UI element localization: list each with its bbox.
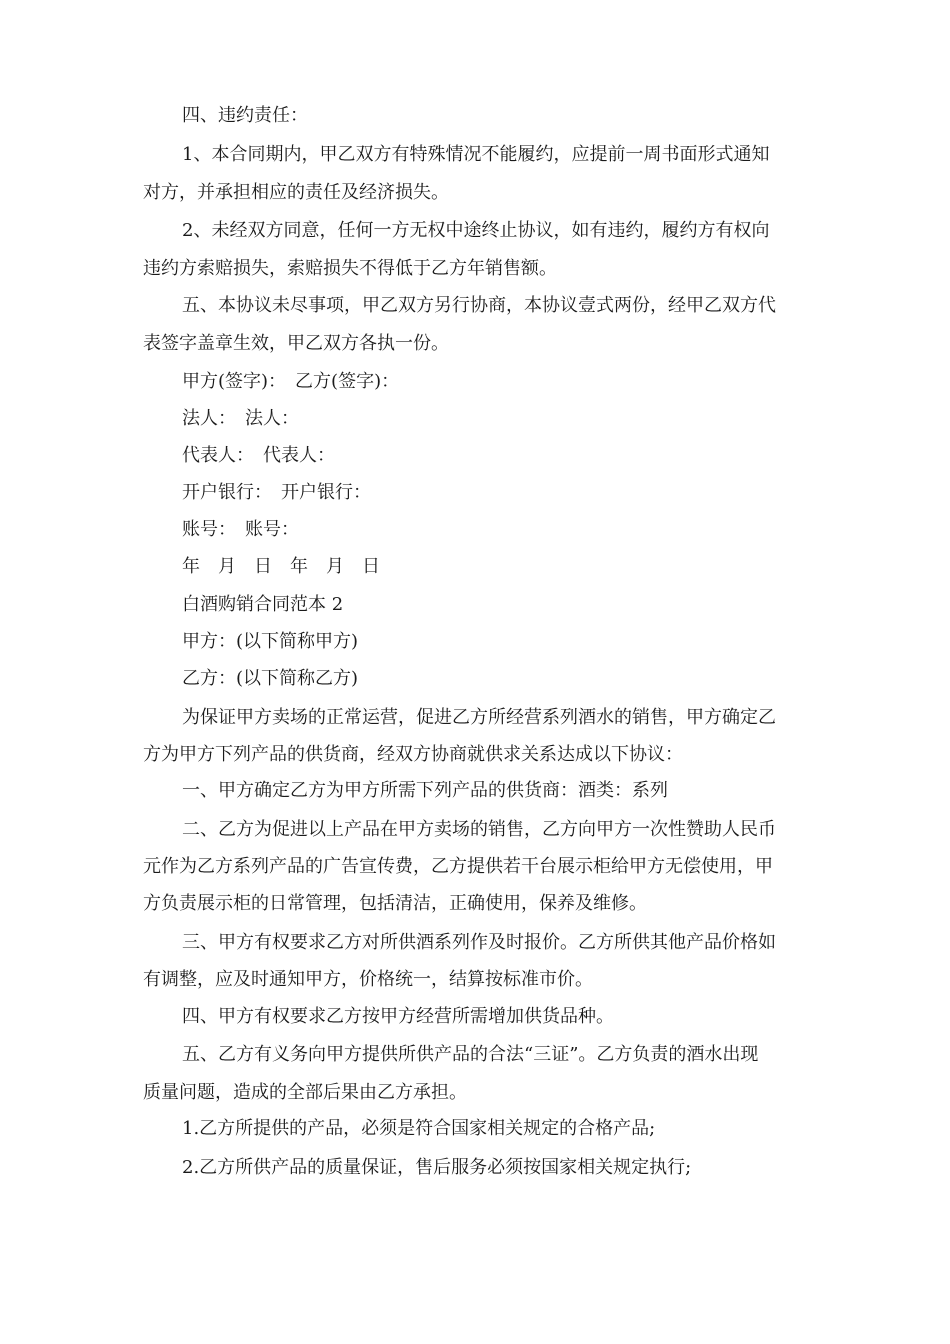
list-item: 2.乙方所供产品的质量保证，售后服务必须按国家相关规定执行; bbox=[182, 1157, 692, 1178]
paragraph-line: 1、本合同期内，甲乙双方有特殊情况不能履约，应提前一周书面形式通知 bbox=[182, 144, 770, 165]
paragraph-line: 2、未经双方同意，任何一方无权中途终止协议，如有违约，履约方有权向 bbox=[182, 220, 770, 241]
paragraph-line: 对方，并承担相应的责任及经济损失。 bbox=[143, 182, 449, 203]
paragraph-line: 三、甲方有权要求乙方对所供酒系列作及时报价。乙方所供其他产品价格如 bbox=[182, 932, 776, 953]
signature-line: 法人： 法人： bbox=[182, 408, 299, 429]
party-a-line: 甲方：(以下简称甲方) bbox=[182, 631, 359, 652]
signature-line: 代表人： 代表人： bbox=[182, 445, 335, 466]
signature-line: 账号： 账号： bbox=[182, 519, 299, 540]
paragraph-line: 方为甲方下列产品的供货商，经双方协商就供求关系达成以下协议： bbox=[143, 744, 683, 765]
paragraph-line: 一、甲方确定乙方为甲方所需下列产品的供货商：酒类：系列 bbox=[182, 780, 668, 801]
paragraph-line: 二、乙方为促进以上产品在甲方卖场的销售，乙方向甲方一次性赞助人民币 bbox=[182, 819, 776, 840]
signature-line: 开户银行： 开户银行： bbox=[182, 482, 371, 503]
signature-line: 甲方(签字)： 乙方(签字)： bbox=[182, 371, 400, 392]
section-heading-breach: 四、违约责任： bbox=[182, 105, 308, 126]
party-b-line: 乙方：(以下简称乙方) bbox=[182, 668, 359, 689]
paragraph-line: 五、乙方有义务向甲方提供所供产品的合法“三证”。乙方负责的酒水出现 bbox=[182, 1044, 759, 1065]
paragraph-line: 四、甲方有权要求乙方按甲方经营所需增加供货品种。 bbox=[182, 1006, 614, 1027]
paragraph-line: 质量问题，造成的全部后果由乙方承担。 bbox=[143, 1082, 467, 1103]
paragraph-line: 表签字盖章生效，甲乙双方各执一份。 bbox=[143, 333, 449, 354]
list-item: 1.乙方所提供的产品，必须是符合国家相关规定的合格产品; bbox=[182, 1118, 656, 1139]
paragraph-line: 违约方索赔损失，索赔损失不得低于乙方年销售额。 bbox=[143, 258, 557, 279]
paragraph-line: 有调整，应及时通知甲方，价格统一，结算按标准市价。 bbox=[143, 969, 593, 990]
paragraph-line: 五、本协议未尽事项，甲乙双方另行协商，本协议壹式两份，经甲乙双方代 bbox=[182, 295, 776, 316]
paragraph-line: 方负责展示柜的日常管理，包括清洁，正确使用，保养及维修。 bbox=[143, 893, 647, 914]
date-line: 年 月 日 年 月 日 bbox=[182, 556, 380, 577]
paragraph-line: 元作为乙方系列产品的广告宣传费，乙方提供若干台展示柜给甲方无偿使用，甲 bbox=[143, 856, 773, 877]
contract-title: 白酒购销合同范本 2 bbox=[182, 594, 344, 615]
paragraph-line: 为保证甲方卖场的正常运营，促进乙方所经营系列酒水的销售，甲方确定乙 bbox=[182, 707, 776, 728]
